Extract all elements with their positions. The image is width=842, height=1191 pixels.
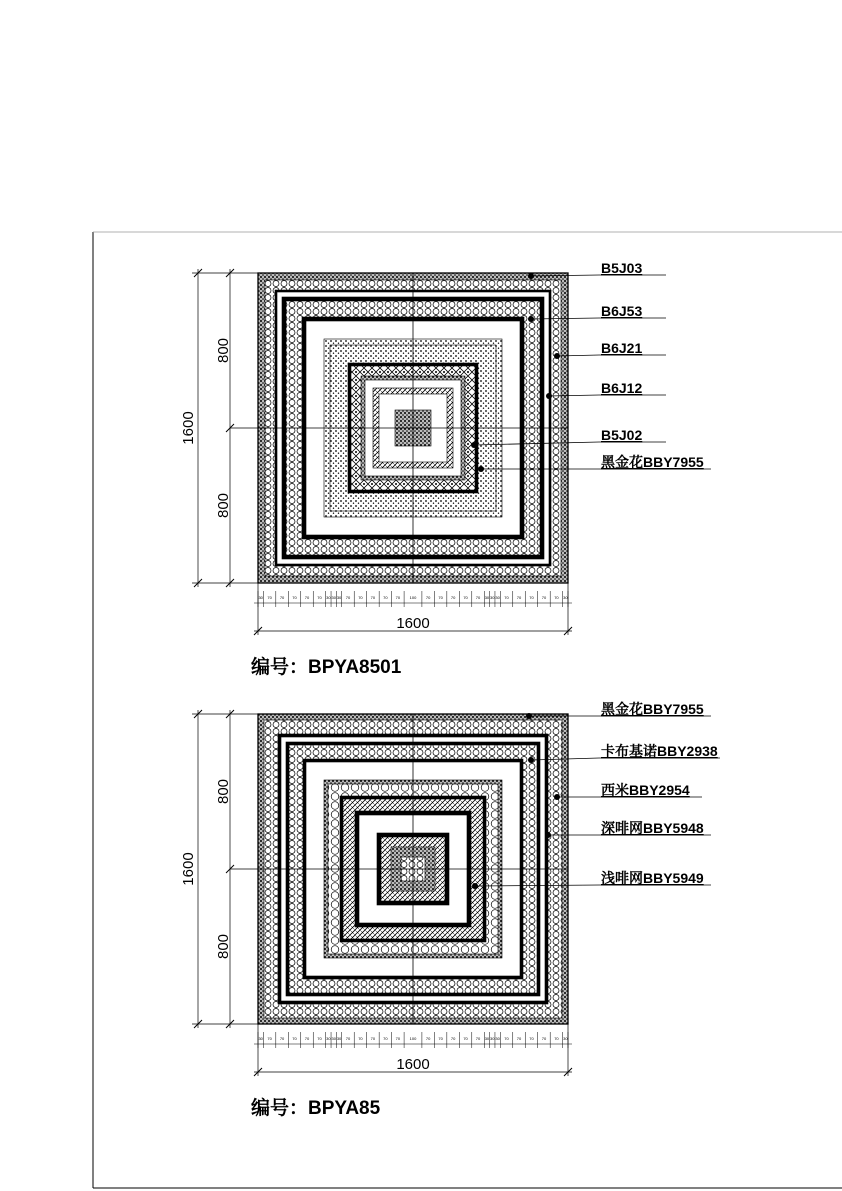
tick-label: 70 [516, 1036, 522, 1041]
material-label: 卡布基诺BBY2938 [601, 743, 718, 759]
tick-label: 70 [504, 1036, 509, 1041]
tick-label: 70 [358, 595, 363, 600]
tick-label: 70 [554, 1036, 559, 1041]
dimension-half-bottom: 800 [215, 492, 232, 519]
tick-label: 70 [345, 595, 351, 600]
tick-label: 30 [563, 1036, 568, 1041]
tick-label: 70 [450, 595, 456, 600]
tick-label: 70 [370, 595, 376, 600]
tick-label: 30 [258, 1036, 263, 1041]
material-label: 黑金花BBY7955 [601, 701, 704, 717]
tick-label: 70 [317, 595, 322, 600]
tick-label: 70 [504, 595, 509, 600]
tick-label: 100 [409, 1036, 417, 1041]
tick-label: 30 [490, 595, 495, 600]
tick-label: 70 [345, 1036, 351, 1041]
tick-label: 30 [336, 595, 342, 600]
tick-label: 70 [554, 595, 559, 600]
tick-label: 70 [279, 595, 285, 600]
tick-label: 30 [495, 595, 500, 600]
material-label: 深啡网BBY5948 [601, 820, 704, 836]
tick-label: 70 [450, 1036, 456, 1041]
dimension-half-top: 800 [215, 778, 232, 805]
tick-label: 30 [331, 595, 336, 600]
tick-label: 30 [484, 595, 490, 600]
tick-label: 70 [304, 595, 310, 600]
tick-label: 70 [395, 595, 401, 600]
tick-label: 30 [258, 595, 263, 600]
tick-label: 70 [292, 1036, 297, 1041]
tick-label: 70 [463, 595, 468, 600]
tile-pattern [230, 714, 568, 1024]
dimension-bottom [254, 1024, 572, 1076]
tick-label: 70 [358, 1036, 363, 1041]
material-label: B6J12 [601, 380, 643, 396]
material-label: B6J53 [601, 303, 643, 319]
tick-label: 70 [292, 595, 297, 600]
dimension-width: 1600 [396, 615, 430, 632]
panel-bpya85 [180, 701, 720, 1119]
dimension-total-height: 1600 [180, 852, 197, 886]
tick-label: 70 [541, 1036, 547, 1041]
material-label: 西米BBY2954 [601, 782, 690, 798]
tick-label: 30 [490, 1036, 495, 1041]
dimension-half-bottom: 800 [215, 933, 232, 960]
tick-label: 100 [409, 595, 417, 600]
tick-label: 70 [463, 1036, 468, 1041]
tick-label: 70 [425, 595, 431, 600]
material-label: 浅啡网BBY5949 [601, 870, 704, 886]
tick-label: 70 [541, 595, 547, 600]
tick-label: 70 [438, 595, 443, 600]
tick-label: 70 [304, 1036, 310, 1041]
dimension-bottom [254, 583, 572, 635]
tick-label: 70 [317, 1036, 322, 1041]
panel-bpya8501 [180, 260, 711, 678]
dimension-width: 1600 [396, 1056, 430, 1073]
dimension-half-top: 800 [215, 337, 232, 364]
tick-label: 70 [516, 595, 522, 600]
material-label: B6J21 [601, 340, 643, 356]
panel-code-label: 编号：BPYA85 [251, 1098, 381, 1119]
material-label: 黑金花BBY7955 [601, 454, 704, 470]
material-label: B5J03 [601, 260, 643, 276]
tick-label: 70 [438, 1036, 443, 1041]
tile-pattern [230, 273, 568, 583]
tick-label: 30 [326, 595, 331, 600]
tick-label: 70 [475, 1036, 481, 1041]
tick-label: 30 [495, 1036, 500, 1041]
tick-label: 70 [267, 1036, 272, 1041]
tick-label: 70 [267, 595, 272, 600]
tick-label: 70 [383, 1036, 388, 1041]
tick-label: 30 [326, 1036, 331, 1041]
tick-label: 70 [529, 1036, 534, 1041]
tick-label: 30 [563, 595, 568, 600]
tick-label: 70 [279, 1036, 285, 1041]
tick-label: 70 [370, 1036, 376, 1041]
tick-label: 70 [475, 595, 481, 600]
tick-label: 30 [336, 1036, 342, 1041]
tick-label: 30 [331, 1036, 336, 1041]
tick-label: 70 [395, 1036, 401, 1041]
panel-code-label: 编号：BPYA8501 [251, 657, 402, 678]
tick-label: 30 [484, 1036, 490, 1041]
dimension-total-height: 1600 [180, 411, 197, 445]
tick-label: 70 [383, 595, 388, 600]
material-label: B5J02 [601, 427, 643, 443]
tick-label: 70 [529, 595, 534, 600]
tick-label: 70 [425, 1036, 431, 1041]
